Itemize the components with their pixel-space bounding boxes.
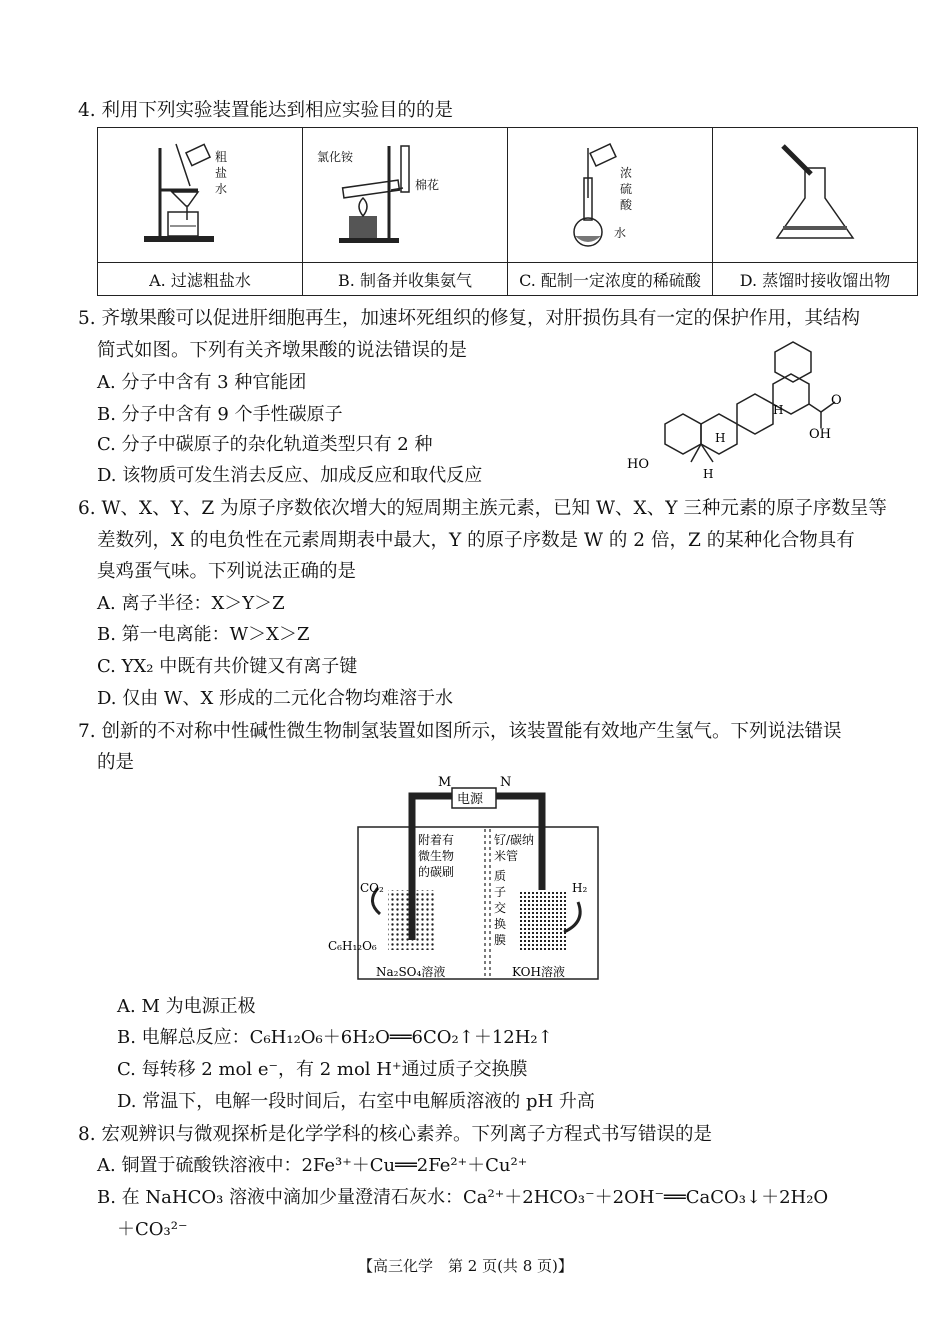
h2-label: H₂ — [572, 881, 588, 895]
right-electrode-line2: 米管 — [494, 849, 519, 863]
right-solution-label: KOH溶液 — [512, 965, 565, 979]
q7-option-b: B. 电解总反应：C₆H₁₂O₆＋6H₂O══6CO₂↑＋12H₂↑ — [117, 1027, 553, 1048]
apparatus-a — [98, 128, 303, 263]
caption-b: B. 制备并收集氨气 — [303, 263, 508, 296]
membrane-1: 质 — [494, 869, 507, 883]
label-cotton: 棉花 — [415, 178, 440, 192]
q4-stem: 4. 利用下列实验装置能达到相应实验目的的是 — [78, 100, 454, 121]
left-electrode-line2: 微生物 — [418, 849, 455, 863]
membrane-5: 膜 — [494, 933, 507, 947]
q7-option-d: D. 常温下，电解一段时间后，右室中电解质溶液的 pH 升高 — [117, 1091, 595, 1112]
h-label-2: H — [715, 431, 726, 445]
label-water: 水 — [614, 226, 627, 240]
q6-stem-line3: 臭鸡蛋气味。下列说法正确的是 — [97, 561, 357, 582]
q5-option-c: C. 分子中碳原子的杂化轨道类型只有 2 种 — [97, 434, 433, 455]
label-conc: 浓 — [620, 166, 633, 180]
q5-stem-line1: 5. 齐墩果酸可以促进肝细胞再生，加速坏死组织的修复，对肝损伤具有一定的保护作用，其结构 — [78, 308, 861, 329]
distillation-receiver-illustration — [713, 128, 917, 257]
dilution-apparatus-illustration — [508, 128, 712, 257]
q7-option-c: C. 每转移 2 mol e⁻，有 2 mol H⁺通过质子交换膜 — [117, 1059, 528, 1080]
q6-option-b: B. 第一电离能：W＞X＞Z — [97, 624, 310, 645]
left-solution-label: Na₂SO₄溶液 — [376, 965, 446, 979]
co2-label: CO₂ — [360, 881, 384, 895]
label-sulfur: 硫 — [620, 182, 633, 196]
label-ammonium-chloride: 氯化铵 — [317, 150, 354, 164]
power-label: 电源 — [457, 792, 484, 807]
page-footer: 【高三化学 第 2 页(共 8 页)】 — [358, 1257, 573, 1275]
oh-label: OH — [809, 427, 831, 442]
ho-label: HO — [627, 457, 649, 472]
q7-option-a: A. M 为电源正极 — [117, 996, 256, 1017]
q6-option-a: A. 离子半径：X＞Y＞Z — [97, 593, 285, 614]
electrolysis-cell-diagram — [320, 772, 610, 984]
caption-c: C. 配制一定浓度的稀硫酸 — [508, 263, 713, 296]
q6-option-d: D. 仅由 W、X 形成的二元化合物均难溶于水 — [97, 688, 453, 709]
apparatus-c — [508, 128, 713, 263]
ammonia-apparatus-illustration — [303, 128, 507, 257]
q5-stem-line2: 简式如图。下列有关齐墩果酸的说法错误的是 — [97, 340, 468, 361]
q5-option-d: D. 该物质可发生消去反应、加成反应和取代反应 — [97, 465, 483, 486]
apparatus-d — [713, 128, 918, 263]
q8-option-b-line1: B. 在 NaHCO₃ 溶液中滴加少量澄清石灰水：Ca²⁺＋2HCO₃⁻＋2OH⁻══CaCO₃↓＋2H₂O — [97, 1187, 829, 1208]
label-water: 水 — [215, 182, 228, 196]
q8-stem: 8. 宏观辨识与微观探析是化学学科的核心素养。下列离子方程式书写错误的是 — [78, 1124, 713, 1145]
label-n: N — [500, 775, 512, 790]
h-label-1: H — [773, 403, 784, 417]
label-m: M — [438, 775, 452, 790]
left-electrode-line1: 附着有 — [418, 833, 455, 847]
right-electrode-line1: 钌/碳纳 — [494, 833, 535, 847]
q7-stem-line2: 的是 — [97, 752, 135, 773]
caption-d: D. 蒸馏时接收馏出物 — [713, 263, 918, 296]
q8-option-b-line2: ＋CO₃²⁻ — [117, 1219, 188, 1240]
q6-stem-line1: 6. W、X、Y、Z 为原子序数依次增大的短周期主族元素，已知 W、X、Y 三种元素的原子序数呈等 — [78, 498, 887, 519]
q5-option-a: A. 分子中含有 3 种官能团 — [97, 372, 307, 393]
filtration-apparatus-illustration — [98, 128, 302, 257]
label-acid: 酸 — [620, 198, 633, 212]
q6-stem-line2: 差数列，X 的电负性在元素周期表中最大，Y 的原子序数是 W 的 2 倍，Z 的某种化合物具有 — [97, 530, 855, 551]
label-crude: 粗 — [215, 150, 228, 164]
q6-option-c: C. YX₂ 中既有共价键又有离子键 — [97, 656, 358, 677]
membrane-4: 换 — [494, 917, 507, 931]
label-salt: 盐 — [215, 166, 228, 180]
q5-option-b: B. 分子中含有 9 个手性碳原子 — [97, 404, 343, 425]
q7-stem-line1: 7. 创新的不对称中性碱性微生物制氢装置如图所示，该装置能有效地产生氢气。下列说法错误 — [78, 721, 842, 742]
oleanolic-acid-structure — [625, 332, 855, 482]
glucose-label: C₆H₁₂O₆ — [328, 939, 377, 953]
o-label: O — [831, 393, 842, 408]
h-label-3: H — [703, 467, 714, 481]
caption-a: A. 过滤粗盐水 — [98, 263, 303, 296]
membrane-3: 交 — [494, 901, 507, 915]
membrane-2: 子 — [494, 885, 507, 899]
q8-option-a: A. 铜置于硫酸铁溶液中：2Fe³⁺＋Cu══2Fe²⁺＋Cu²⁺ — [97, 1155, 528, 1176]
apparatus-b — [303, 128, 508, 263]
left-electrode-line3: 的碳刷 — [418, 865, 455, 879]
q4-apparatus-table — [97, 127, 918, 296]
